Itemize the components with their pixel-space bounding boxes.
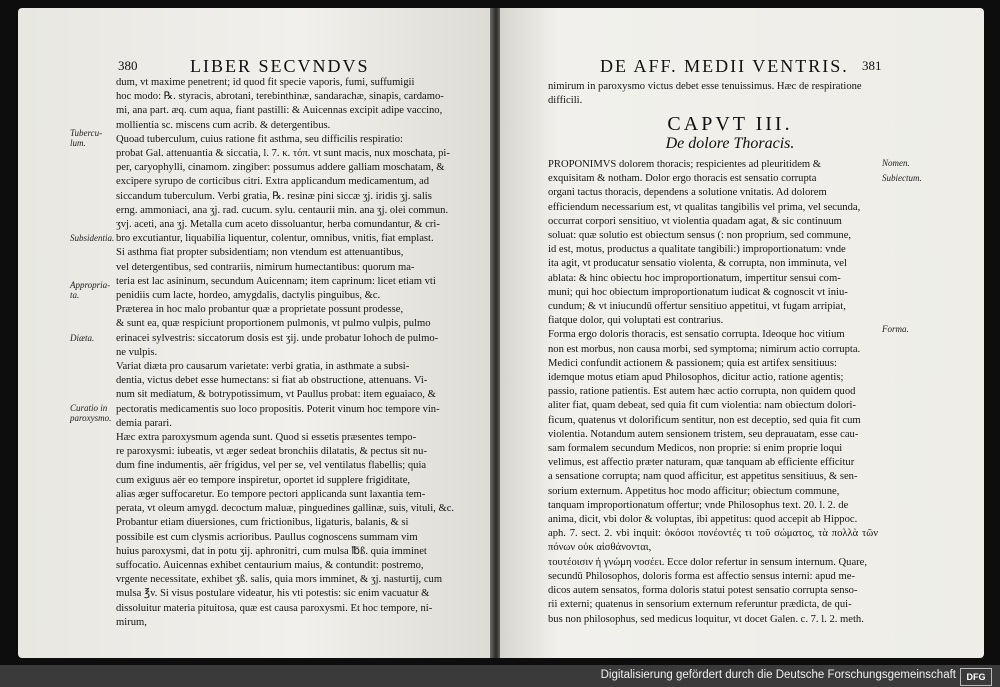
text-line: cundum; & vt iniucundū offertur sensitiuo appetitui, vt fugam arripiat, (548, 301, 846, 313)
text-line: dum fine indumentis, aër frigidus, vel per se, vel ventilatus flabellis; quia (116, 460, 427, 472)
text-line: ficum, quatenus vt dolorificum sentitur, non est deceptio, sed quia fit cum (548, 414, 861, 426)
text-line: pectoratis medicamentis suo loco propositis. Poterit vinum hoc tempore vin- (116, 403, 440, 415)
text-line: huius paroxysmi, dat in potu ʒij. aphronitri, cum mulsa ℔ß. quia imminet (116, 545, 427, 557)
text-line: ne vulpis. (116, 346, 158, 358)
text-line: sam formalem secundum Medicos, non proprie: si enim proprie loqui (548, 443, 843, 455)
text-line: violentia. Notandum autem sensionem tristem, seu deprauatam, esse cau- (548, 428, 859, 440)
text-line: hoc modo: ℞. styracis, abrotani, terebinthinæ, sandarachæ, sinapis, cardamo- (116, 91, 444, 103)
text-line: dicos autem sensatos, forma doloris statui potest sensatio corrupta senso- (548, 585, 858, 597)
text-line: Præterea in hoc malo probantur quæ a proprietate possunt prodesse, (116, 304, 404, 316)
text-line: ablata: & hinc obiectu hoc improportionatum, impertitur sensui com- (548, 272, 841, 284)
margin-note: Tubercu-lum. (70, 128, 103, 148)
text-line: aph. 7. sect. 2. vbi inquit: ὁκόσοι πονέοντές τι τοῦ σώματος, τὰ πολλὰ τῶν πόνων οὐκ αἰσθάνονται, (548, 528, 878, 554)
text-line: ʒvj. aceti, ana ʒj. Metalla cum aceto dissoluantur, herba comundantur, & cri- (116, 219, 440, 231)
text-line: exquisitam & notham. Dolor ergo thoracis est sensatio corrupta (548, 173, 817, 185)
text-line: bus non philosophus, sed medicus loquitur, vt docet Galen. c. 7. l. 2. meth. (548, 613, 864, 625)
margin-note: Nomen. (882, 158, 910, 168)
text-line: mirum, (116, 616, 147, 628)
text-line: re paroxysmi: iubeatis, vt æger sedeat bronchiis dilatatis, & pectus sit nu- (116, 446, 427, 458)
text-line: perata, vt oleum amygd. decoctum maluæ, pinguedines gallinæ, suis, vituli, &c. (116, 503, 455, 515)
dfg-logo: DFG (960, 668, 992, 686)
funding-credit: Digitalisierung gefördert durch die Deutsche Forschungsgemeinschaft (600, 669, 956, 681)
left-body-text (116, 76, 466, 630)
text-line: velimus, est affectio præter naturam, quæ tanquam ab efficiente efficitur (548, 457, 855, 469)
chapter-title: CAPVT III. (667, 113, 793, 135)
text-line: PROPONIMVS dolorem thoracis; respicientes ad pleuritidem & (548, 159, 822, 170)
text-line: sorium externum. Appetitus hoc modo afficitur; obiectum commune, (548, 485, 840, 497)
text-line: vrgente necessitate, exhibet ʒß. salis, quia mors imminet, & ʒj. nasturtij, cum (116, 574, 443, 586)
text-line: alias æger suffocaretur. Eo tempore pectori applicanda sunt laxantia tem- (116, 488, 426, 500)
text-line: mollientia sc. miscens cum acrib. & detergentibus. (116, 119, 331, 131)
text-line: anima, dicit, vbi dolor & voluptas, ibi appetitus: quod accepit ab Hippoc. (548, 514, 858, 526)
text-line: secundū Philosophos, doloris forma est affectio sensus interni: apud me- (548, 570, 855, 582)
margin-note: Diæta. (70, 333, 95, 343)
text-line: erinacei sylvestris: siccatorum dosis est ʒij. unde probatur lohoch de pulmo- (116, 332, 439, 344)
right-running-head: DE AFF. MEDII VENTRIS. (600, 56, 849, 76)
text-line: id est, motus, productus a qualitate tangibili:) improportionatum: vnde (548, 244, 846, 256)
text-line: organi tactus thoracis, dependens a solutione vnitatis. Ad dolorem (548, 187, 827, 199)
text-line: non est morbus, non causa morbi, sed symptoma; nimirum actio corrupta. (548, 343, 861, 355)
margin-note: Curatio in paroxysmo. (70, 403, 112, 423)
text-line: occurrat corpori sensitiuo, vt violentia quadam agat, & sic continuum (548, 215, 842, 227)
text-line: erng. ammoniaci, ana ʒj. rad. cucum. sylu. centaurii min. ana ʒj. olei commun. (116, 204, 449, 216)
left-page (18, 8, 492, 658)
text-line: cum exiguus aër eo tempore inspiretur, oportet id supplere frigiditate, (116, 474, 411, 486)
footer-bar (0, 665, 1000, 687)
text-line: demia parari. (116, 417, 172, 429)
text-line: Quoad tuberculum, cuius ratione fit asthma, seu difficilis respiratio: (116, 133, 403, 145)
right-page-number: 381 (862, 58, 882, 73)
left-page-number: 380 (118, 58, 138, 73)
text-line: vel detergentibus, sed contrariis, nimirum humectantibus: quorum ma- (116, 261, 415, 273)
text-line: per, caryophylli, cinamom. zingiber: possumus addere galliam moschatam, & (116, 162, 445, 174)
text-line: dissoluitur materia pituitosa, quæ est causa paroxysmi. Et hoc tempore, ni- (116, 602, 433, 614)
text-line: num sit mediatum, & botrypotissimum, vt Paullus probat: item eguaiaco, & (116, 389, 436, 401)
text-line: dum, vt maxime penetrent; id quod fit specie vaporis, fumi, suffumigii (116, 77, 415, 88)
text-line: dentia, victus debet esse humectans: si fiat ab obstructione, attenuans. Vi- (116, 375, 428, 387)
text-line: difficili. (548, 95, 583, 107)
text-line: tanquam improportionatum offertur; vnde Philosophus text. 20. l. 2. de (548, 499, 849, 511)
text-line: penidiis cum lacte, hordeo, amygdalis, dactylis pinguibus, &c. (116, 290, 381, 302)
text-line: rii externi; quatenus in sensorium externum referuntur prædicta, de qui- (548, 599, 852, 611)
margin-note: Forma. (882, 324, 909, 334)
right-body-text (548, 158, 878, 627)
text-line: efficiendum necessarium est, vt qualitas tangibilis vel prima, vel secunda, (548, 201, 861, 213)
text-line: mulsa ℥v. Si visus postulare videatur, his vti potestis: sic enim vacuatur & (116, 588, 430, 600)
margin-note: Appropria-ta. (70, 280, 111, 300)
text-line: idemque motus etiam apud Philosophos, dicitur actio, ratione agentis; (548, 372, 844, 384)
text-line: aliter fiat, quam debeat, sed quia fit cum violentia: nam obiectum dolori- (548, 400, 857, 412)
text-line: soluat: quæ solutio est obiectum sensus (: non proprium, sed commune, (548, 230, 852, 242)
text-line: probat Gal. attenuantia & siccatia, l. 7. κ. τόπ. vt sunt macis, nux moschata, pi- (116, 148, 450, 160)
text-line: teria est lac asininum, secundum Auicennam; item caprinum: licet etiam vti (116, 275, 436, 287)
right-page (500, 8, 984, 658)
text-line: a sensatione corrupta; nam quod afficitur, est appetitus sensitiuus, & sen- (548, 471, 858, 483)
text-line: & sunt ea, quæ respiciunt proportionem pulmonis, vt pulmo vulpis, pulmo (116, 318, 431, 330)
text-line: possibile est cum clysmis acrioribus. Paullus cognoscens summam vim (116, 531, 418, 543)
text-line: Probantur etiam diuersiones, cum frictionibus, ligaturis, balanis, & si (116, 517, 409, 529)
text-line: τουτέοισιν ἡ γνώμη νοσέει. Ecce dolor refertur in sensum internum. Quare, (548, 556, 868, 568)
text-line: excipere syrupo de corticibus citri. Extra applicandum medicamentum, ad (116, 176, 429, 188)
text-line: Si asthma fiat propter subsidentiam; non vtendum est attenuantibus, (116, 247, 404, 259)
text-line: bro excutiantur, liquabilia liquentur, colentur, omnibus, vnitis, fiat emplast. (116, 233, 434, 245)
text-line: ita agit, vt producatur sensatio violenta, & corrupta, non imminuta, vel (548, 258, 847, 270)
text-line: Variat diæta pro causarum varietate: verbi gratia, in asthmate a subsi- (116, 361, 410, 373)
text-line: Forma ergo doloris thoracis, est sensatio corrupta. Ideoque hoc vitium (548, 329, 845, 341)
text-line: nimirum in paroxysmo victus debet esse tenuissimus. Hæc de respiratione (548, 81, 862, 92)
left-running-head: LIBER SECVNDVS (190, 56, 370, 76)
text-line: Hæc extra paroxysmum agenda sunt. Quod si essetis præsentes tempo- (116, 432, 417, 444)
text-line: mi, ana part. æq. cum aqua, fiant pastilli: & Auicennas excipit adipe vaccino, (116, 105, 443, 117)
text-line: Medici confundit actionem & passionem; quia est artifex sensitiuus: (548, 357, 837, 369)
margin-note: Subsidentia. (70, 233, 115, 243)
text-line: passio, ratione patientis. Est autem hæc actio corrupta, non quidem quod (548, 386, 856, 398)
text-line: suffocatio. Auicennas exhibet centaurium maius, & contundit: postremo, (116, 559, 424, 571)
text-line: siccandum tuberculum. Verbi gratia, ℞. resinæ pini siccæ ʒj. iridis ʒj. salis (116, 190, 432, 202)
margin-note: Subiectum. (882, 173, 922, 183)
text-line: muni; qui hoc obiectum improportionatum iudicat & cognoscit vt iniu- (548, 286, 848, 298)
chapter-subtitle: De dolore Thoracis. (665, 135, 795, 152)
text-line: fiatque dolor, qui voluptati est contrarius. (548, 315, 724, 327)
right-top-text (548, 80, 878, 108)
